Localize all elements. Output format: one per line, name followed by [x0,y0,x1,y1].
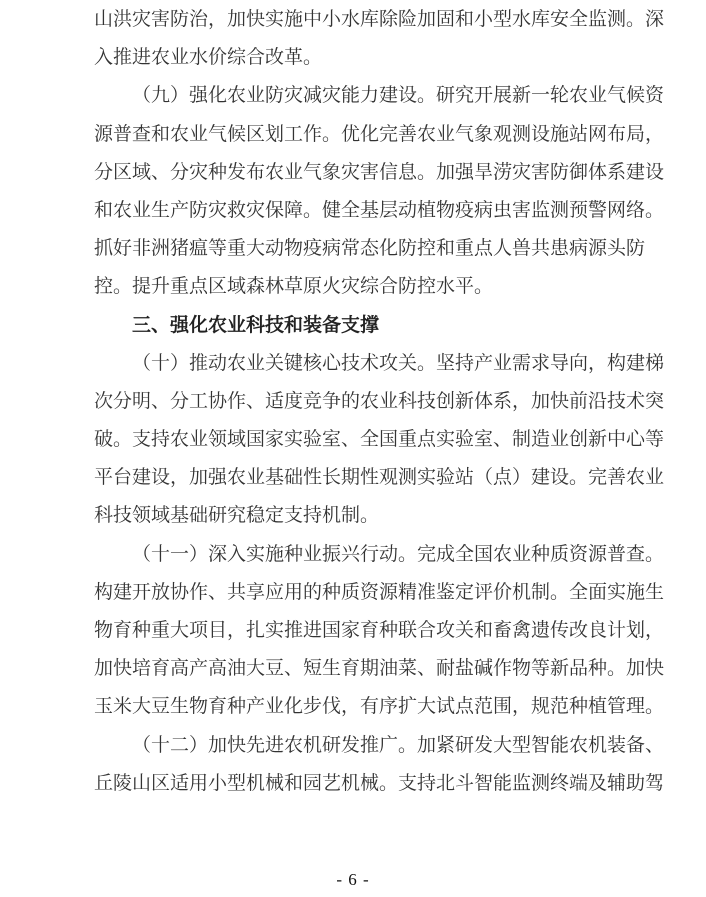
text-line: 源普查和农业气候区划工作。优化完善农业气象观测设施站网布局， [94,123,665,145]
page-number: - 6 - [336,870,370,889]
text-line: （九）强化农业防灾减灾能力建设。研究开展新一轮农业气候资 [132,85,665,107]
text-line: 和农业生产防灾救灾保障。健全基层动植物疫病虫害监测预警网络。 [94,199,665,221]
text-line: （十一）深入实施种业振兴行动。完成全国农业种质资源普查。 [132,543,665,565]
text-line: 玉米大豆生物育种产业化步伐，有序扩大试点范围，规范种植管理。 [94,696,665,718]
text-line: 科技领域基础研究稳定支持机制。 [94,505,380,527]
section-heading: 三、强化农业科技和装备支撑 [132,314,380,336]
text-line: 平台建设，加强农业基础性长期性观测实验站（点）建设。完善农业 [94,467,665,489]
text-line: 入推进农业水价综合改革。 [94,47,323,69]
text-line: （十）推动农业关键核心技术攻关。坚持产业需求导向，构建梯 [132,352,665,374]
text-line: 丘陵山区适用小型机械和园艺机械。支持北斗智能监测终端及辅助驾 [94,772,665,794]
text-line: 抓好非洲猪瘟等重大动物疫病常态化防控和重点人兽共患病源头防 [94,238,646,260]
text-line: 破。支持农业领域国家实验室、全国重点实验室、制造业创新中心等 [94,429,665,451]
text-line: 控。提升重点区域森林草原火灾综合防控水平。 [94,276,494,298]
text-line: 次分明、分工协作、适度竞争的农业科技创新体系，加快前沿技术突 [94,390,665,412]
text-line: 加快培育高产高油大豆、短生育期油菜、耐盐碱作物等新品种。加快 [94,658,665,680]
text-line: 分区域、分灾种发布农业气象灾害信息。加强旱涝灾害防御体系建设 [94,161,665,183]
document-text-block [94,1,666,803]
text-line: 山洪灾害防治，加快实施中小水库除险加固和小型水库安全监测。深 [94,9,665,30]
text-line: 物育种重大项目，扎实推进国家育种联合攻关和畜禽遗传改良计划， [94,620,665,641]
text-line: （十二）加快先进农机研发推广。加紧研发大型智能农机装备、 [132,734,665,756]
text-line: 构建开放协作、共享应用的种质资源精准鉴定评价机制。全面实施生 [94,581,665,603]
